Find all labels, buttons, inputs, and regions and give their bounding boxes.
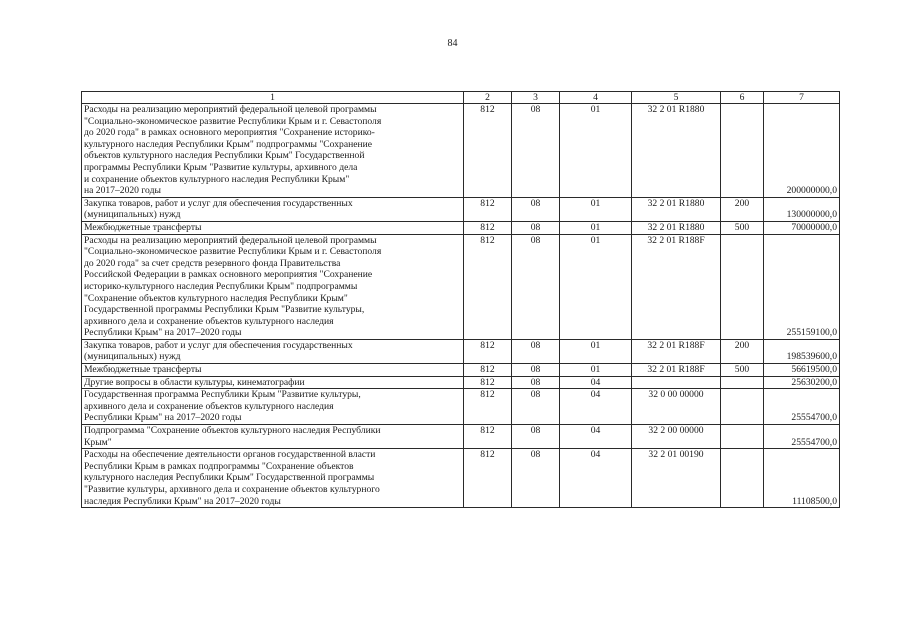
table-row — [82, 389, 840, 425]
column-number: 6 — [721, 92, 764, 104]
amount: 200000000,0 — [764, 104, 840, 198]
target-article-code: 32 2 00 00000 — [632, 425, 721, 449]
subsection-code: 04 — [560, 389, 632, 425]
description-line: историко-культурного наследия Республики Крым" подпрограммы — [84, 280, 358, 292]
description-line: Закупка товаров, работ и услуг для обеспечения государственных — [84, 197, 353, 209]
table-row — [82, 449, 840, 508]
target-article-code — [632, 376, 721, 389]
description-line: и сохранение объектов культурного наследия Республики Крым" — [84, 173, 350, 185]
target-article-code: 32 2 01 R1880 — [632, 221, 721, 234]
description-line: Расходы на реализацию мероприятий федеральной целевой программы — [84, 234, 377, 246]
description-line: Подпрограмма "Сохранение объектов культурного наследия Республики — [84, 425, 381, 437]
description-line: Республики Крым" на 2017–2020 годы — [84, 412, 242, 424]
subsection-code: 01 — [560, 339, 632, 363]
subsection-code: 01 — [560, 221, 632, 234]
ministry-code: 812 — [464, 104, 512, 198]
description-line: Расходы на обеспечение деятельности органов государственной власти — [84, 449, 376, 461]
amount: 25630200,0 — [764, 376, 840, 389]
expense-type-code: 200 — [721, 197, 764, 221]
description-line: Закупка товаров, работ и услуг для обеспечения государственных — [84, 339, 353, 351]
description-line: Расходы на реализацию мероприятий федеральной целевой программы — [84, 104, 377, 115]
subsection-code: 01 — [560, 104, 632, 198]
expense-type-code: 200 — [721, 339, 764, 363]
description-line: (муниципальных) нужд — [84, 209, 181, 221]
row-description — [82, 221, 464, 234]
target-article-code: 32 0 00 00000 — [632, 389, 721, 425]
ministry-code: 812 — [464, 389, 512, 425]
description-line: до 2020 года" в рамках основного мероприятия "Сохранение историко- — [84, 127, 375, 139]
description-line: Межбюджетные трансферты — [84, 221, 202, 233]
description-line: "Развитие культуры, архивного дела и сохранение объектов культурного — [84, 484, 380, 495]
description-line: культурного наследия Республики Крым" Государственной программы — [84, 472, 375, 484]
description-line: культурного наследия Республики Крым" подпрограммы "Сохранение — [84, 138, 373, 150]
row-description — [82, 339, 464, 363]
amount: 25554700,0 — [764, 425, 840, 449]
description-line: (муниципальных) нужд — [84, 351, 181, 363]
expense-type-code — [721, 376, 764, 389]
section-code: 08 — [512, 339, 560, 363]
column-number: 7 — [764, 92, 840, 104]
subsection-code: 01 — [560, 197, 632, 221]
table-row — [82, 425, 840, 449]
description-line: объектов культурного наследия Республики Крым" Государственной — [84, 150, 365, 162]
table-row — [82, 339, 840, 363]
section-code: 08 — [512, 449, 560, 508]
expense-type-code — [721, 449, 764, 508]
expense-type-code: 500 — [721, 364, 764, 377]
column-number-row — [82, 92, 840, 104]
description-line: Государственная программа Республики Крым "Развитие культуры, — [84, 389, 361, 401]
table-row — [82, 197, 840, 221]
column-number: 4 — [560, 92, 632, 104]
row-description — [82, 449, 464, 508]
description-line: на 2017–2020 годы — [84, 185, 161, 197]
budget-table — [81, 91, 840, 508]
target-article-code: 32 2 01 R188F — [632, 364, 721, 377]
amount: 130000000,0 — [764, 197, 840, 221]
section-code: 08 — [512, 104, 560, 198]
section-code: 08 — [512, 197, 560, 221]
amount: 198539600,0 — [764, 339, 840, 363]
amount: 56619500,0 — [764, 364, 840, 377]
section-code: 08 — [512, 389, 560, 425]
table-row — [82, 234, 840, 339]
table-row — [82, 376, 840, 389]
section-code: 08 — [512, 221, 560, 234]
row-description — [82, 376, 464, 389]
ministry-code: 812 — [464, 364, 512, 377]
section-code: 08 — [512, 364, 560, 377]
target-article-code: 32 2 01 R188F — [632, 339, 721, 363]
subsection-code: 04 — [560, 425, 632, 449]
target-article-code: 32 2 01 R1880 — [632, 197, 721, 221]
description-line: Российской Федерации в рамках основного мероприятия "Сохранение — [84, 269, 373, 281]
description-line: "Социально-экономическое развитие Республики Крым и г. Севастополя — [84, 115, 382, 127]
row-description — [82, 197, 464, 221]
section-code: 08 — [512, 425, 560, 449]
table-row — [82, 364, 840, 377]
ministry-code: 812 — [464, 221, 512, 234]
subsection-code: 04 — [560, 449, 632, 508]
expense-type-code — [721, 234, 764, 339]
column-number: 1 — [82, 92, 464, 104]
section-code: 08 — [512, 234, 560, 339]
ministry-code: 812 — [464, 376, 512, 389]
amount: 255159100,0 — [764, 234, 840, 339]
row-description — [82, 425, 464, 449]
section-code: 08 — [512, 376, 560, 389]
subsection-code: 01 — [560, 234, 632, 339]
description-line: "Социально-экономическое развитие Республики Крым и г. Севастополя — [84, 246, 382, 258]
description-line: программы Республики Крым "Развитие культуры, архивного дела — [84, 161, 358, 173]
expense-type-code — [721, 389, 764, 425]
ministry-code: 812 — [464, 197, 512, 221]
expense-type-code: 500 — [721, 221, 764, 234]
ministry-code: 812 — [464, 339, 512, 363]
expense-type-code — [721, 104, 764, 198]
ministry-code: 812 — [464, 449, 512, 508]
subsection-code: 04 — [560, 376, 632, 389]
target-article-code: 32 2 01 R1880 — [632, 104, 721, 198]
row-description — [82, 104, 464, 198]
table-row — [82, 104, 840, 198]
amount: 70000000,0 — [764, 221, 840, 234]
column-number: 3 — [512, 92, 560, 104]
row-description — [82, 234, 464, 339]
description-line: до 2020 года" за счет средств резервного фонда Правительства — [84, 257, 341, 269]
column-number: 5 — [632, 92, 721, 104]
ministry-code: 812 — [464, 234, 512, 339]
table-row — [82, 221, 840, 234]
description-line: Республики Крым в рамках подпрограммы "Сохранение объектов — [84, 460, 354, 472]
subsection-code: 01 — [560, 364, 632, 377]
target-article-code: 32 2 01 R188F — [632, 234, 721, 339]
ministry-code: 812 — [464, 425, 512, 449]
description-line: наследия Республики Крым" на 2017–2020 годы — [84, 495, 281, 507]
description-line: Республики Крым" на 2017–2020 годы — [84, 327, 242, 339]
target-article-code: 32 2 01 00190 — [632, 449, 721, 508]
description-line: архивного дела и сохранение объектов культурного наследия — [84, 315, 334, 327]
description-line: архивного дела и сохранение объектов культурного наследия — [84, 400, 334, 412]
column-number: 2 — [464, 92, 512, 104]
page-number: 84 — [447, 38, 458, 49]
description-line: Межбюджетные трансферты — [84, 364, 202, 376]
description-line: Другие вопросы в области культуры, кинематографии — [84, 376, 305, 388]
expense-type-code — [721, 425, 764, 449]
description-line: "Сохранение объектов культурного наследия Республики Крым" — [84, 292, 348, 304]
amount: 25554700,0 — [764, 389, 840, 425]
description-line: Крым" — [84, 436, 112, 448]
row-description — [82, 389, 464, 425]
row-description — [82, 364, 464, 377]
amount: 11108500,0 — [764, 449, 840, 508]
description-line: Государственной программы Республики Крым "Развитие культуры, — [84, 304, 365, 316]
